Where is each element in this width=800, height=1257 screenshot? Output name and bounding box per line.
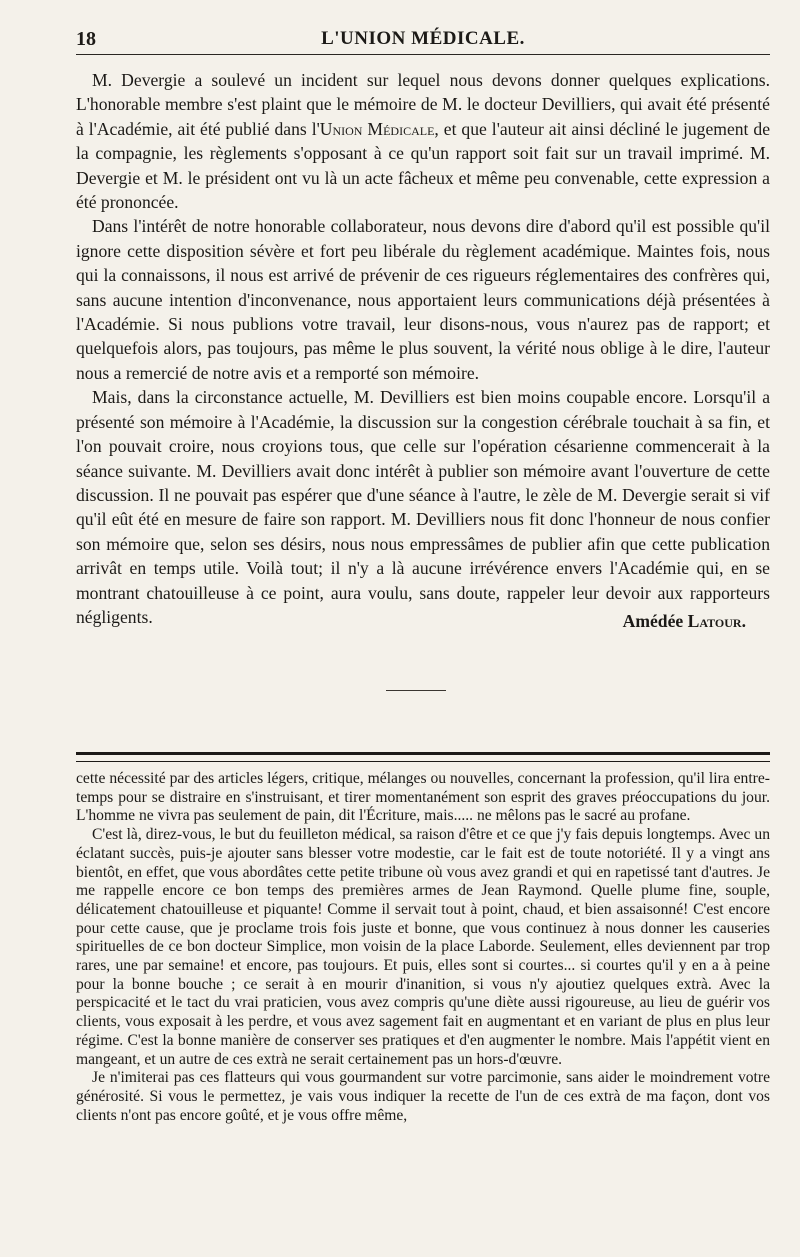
journal-name: Union Médicale — [319, 118, 435, 139]
feuilleton-paragraph: cette nécessité par des articles légers, critique, mélanges ou nouvelles, concernant la profession, qu'il lira entre-temps pour se distraire en s'instruisant, et tirer momentanément son esprit des graves préoccupations du jour. L'homme ne vivra pas seulement de pain, dit l'Écriture, mais..... ne mêlons pas le sacré au profane. — [76, 770, 770, 825]
article-paragraph-1-start: M. Devergie a soulevé un incident sur lequel nous devons donner quelques explications. L'honorable membre s'est plaint que le mémoire de M. le docteur Devilliers, qui avait été présenté à l'Académie, ait été publié dans l' — [76, 70, 770, 139]
page-number: 18 — [76, 28, 96, 50]
author-first-name: Amédée — [622, 611, 684, 631]
article-body — [76, 68, 770, 629]
article-paragraph: Mais, dans la circonstance actuelle, M. Devilliers est bien moins coupable encore. Lorsqu'il a présenté son mémoire à l'Académie, la discussion sur la congestion cérébrale touchait à sa fin, et l'on pouvait croire, nous croyions tous, que celle sur l'opération césarienne commencerait à la séance suivante. M. Devilliers avait donc intérêt à publier son mémoire avant l'ouverture de cette discussion. Il ne pouvait pas espérer que d'une séance à l'autre, le zèle de M. Devergie serait si vif qu'il eût été en mesure de faire son rapport. M. Devilliers nous fit donc l'honneur de nous confier son mémoire que, selon ses désirs, nous nous empressâmes de publier afin que cette publication arrivât en temps utile. Voilà tout; il n'y a là aucune irrévérence envers l'Académie qui, en se montrant chatouilleuse à ce point, aura voulu, sans doute, rappeler leur devoir aux rapporteurs négligents. — [76, 387, 770, 627]
feuilleton-paragraph: Je n'imiterai pas ces flatteurs qui vous gourmandent sur votre parcimonie, sans aider le moindrement votre générosité. Si vous le permettez, je vais vous indiquer la recette de l'un de ces extrà de ma façon, dont vos clients n'ont pas encore goûté, et je vous offre même, — [76, 1069, 770, 1124]
section-divider — [386, 690, 446, 691]
author-last-name: Latour. — [687, 611, 746, 631]
page-header — [76, 24, 770, 55]
running-title: L'UNION MÉDICALE. — [321, 28, 525, 49]
author-signature — [623, 611, 746, 632]
feuilleton-divider — [76, 752, 770, 762]
feuilleton-paragraph: C'est là, direz-vous, le but du feuilleton médical, sa raison d'être et ce que j'y fais depuis longtemps. Avec un éclatant succès, puis-je ajouter sans blesser votre modestie, car le fait est de toute notoriété. Il y a vingt ans bientôt, en effet, que vous abordâtes cette petite tribune où vous avez grandi et qui en rapetissé tant d'autres. Je me rappelle encore ce bon temps des premières armes de Jean Raymond. Quelle plume fine, souple, délicatement chatouilleuse et piquante! Comme il servait tout à point, chaud, et bien assaisonné! C'est encore pour cette cause, que je proclame trois fois juste et bonne, que vous continuez à nous donner les causeries spirituelles de ce bon docteur Simplice, mon voisin de la place Laborde. Seulement, elles deviennent par trop rares, une par semaine! et encore, pas toujours. Et puis, elles sont si courtes... si courtes qu'il y en a à peine pour la bonne bouche ; ce serait à en mourir d'inanition, si vous n'y ajoutiez quelques extrà. Avec la perspicacité et le tact du vrai praticien, vous avez compris qu'une diète aussi rigoureuse, au lieu de guérir vos clients, vous exposait à les perdre, et vous avez sagement fait en augmentant et en variant de plus en plus leur régime. C'est la bonne manière de conserver ses pratiques et d'en augmenter le nombre. Mais l'appétit vient en mangeant, et un autre de ces extrà ne serait certainement pas un hors-d'œuvre. — [76, 826, 770, 1068]
article-paragraph-1-end: , et que l'auteur ait ainsi décliné le jugement de la compagnie, les règlements s'opposant à ce qu'un rapport soit fait sur un travail imprimé. M. Devergie et M. le président ont vu là un acte fâcheux et même peu convenable, cette expression a été prononcée. — [76, 118, 771, 213]
feuilleton-body — [76, 770, 770, 1125]
article-paragraph — [76, 68, 770, 214]
article-paragraph: Dans l'intérêt de notre honorable collaborateur, nous devons dire d'abord qu'il est possible qu'il ignore cette disposition sévère et fort peu libérale du règlement académique. Maintes fois, nous qui la connaissons, il nous est arrivé de prévenir de ces rigueurs réglementaires des confrères qui, sans aucune intention d'inconvenance, nous apportaient leurs communications déjà présentées à l'Académie. Si nous publions votre travail, leur disons-nous, vous n'aurez pas de rapport; et quelquefois alors, pas toujours, pas même le plus souvent, la vérité nous oblige à le dire, l'auteur nous a remercié de notre avis et a remporté son mémoire. — [76, 216, 770, 383]
